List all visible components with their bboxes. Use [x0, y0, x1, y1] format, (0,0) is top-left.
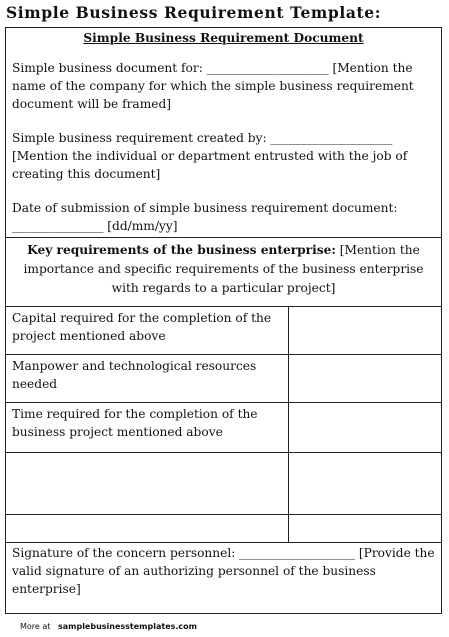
- signature-field: [12, 544, 435, 598]
- requirement-row: [6, 453, 442, 515]
- requirement-value-cell: [289, 453, 442, 515]
- requirement-label-cell: Time required for the completion of the business project mentioned above: [6, 403, 289, 453]
- document-for-field: [12, 59, 435, 113]
- created-by-note: [Mention the individual or department entrusted with the job of creating this document]: [12, 149, 408, 181]
- requirement-label-cell: [6, 453, 289, 515]
- key-requirements-note: [Mention the importance and specific requirements of the business enterprise with regards to a particular project]: [23, 243, 424, 295]
- key-requirements-title: Key requirements of the business enterprise:: [27, 243, 336, 257]
- submission-date-field: [12, 199, 435, 235]
- key-requirements-cell: [6, 238, 442, 307]
- submission-date-format: [dd/mm/yy]: [107, 219, 178, 233]
- signature-cell: [6, 543, 442, 614]
- requirement-value-cell: [289, 307, 442, 355]
- requirement-row: [6, 355, 442, 403]
- requirement-label-cell: [6, 515, 289, 543]
- key-requirements-row: [6, 238, 442, 307]
- footer-site-link[interactable]: samplebusinesstemplates.com: [57, 622, 198, 631]
- requirement-value-cell: [289, 515, 442, 543]
- document-for-note: [Mention the name of the company for which the simple business requirement document will be framed]: [12, 61, 414, 111]
- requirement-value-cell: [289, 355, 442, 403]
- requirement-row: [6, 515, 442, 543]
- requirement-document-table: [5, 27, 442, 614]
- document-info-row: [6, 28, 442, 238]
- requirement-value-cell: [289, 403, 442, 453]
- created-by-field: [12, 129, 435, 183]
- signature-label: Signature of the concern personnel: ___________________: [12, 546, 355, 560]
- document-info-cell: [6, 28, 442, 238]
- requirement-label-cell: Manpower and technological resources needed: [6, 355, 289, 403]
- footer-credit: [20, 622, 197, 631]
- requirement-label-cell: Capital required for the completion of the project mentioned above: [6, 307, 289, 355]
- submission-date-blank: _______________: [12, 219, 104, 233]
- requirement-row: [6, 403, 442, 453]
- page-title: Simple Business Requirement Template:: [6, 3, 382, 22]
- signature-note: [Provide the valid signature of an authorizing personnel of the business enterprise]: [12, 546, 435, 596]
- document-heading: Simple Business Requirement Document: [83, 31, 364, 45]
- submission-date-label: Date of submission of simple business requirement document:: [12, 201, 398, 215]
- footer-prefix: More at: [20, 622, 51, 631]
- signature-row: [6, 543, 442, 614]
- created-by-label: Simple business requirement created by: ____________________: [12, 131, 393, 145]
- requirement-row: [6, 307, 442, 355]
- document-for-label: Simple business document for: ____________________: [12, 61, 329, 75]
